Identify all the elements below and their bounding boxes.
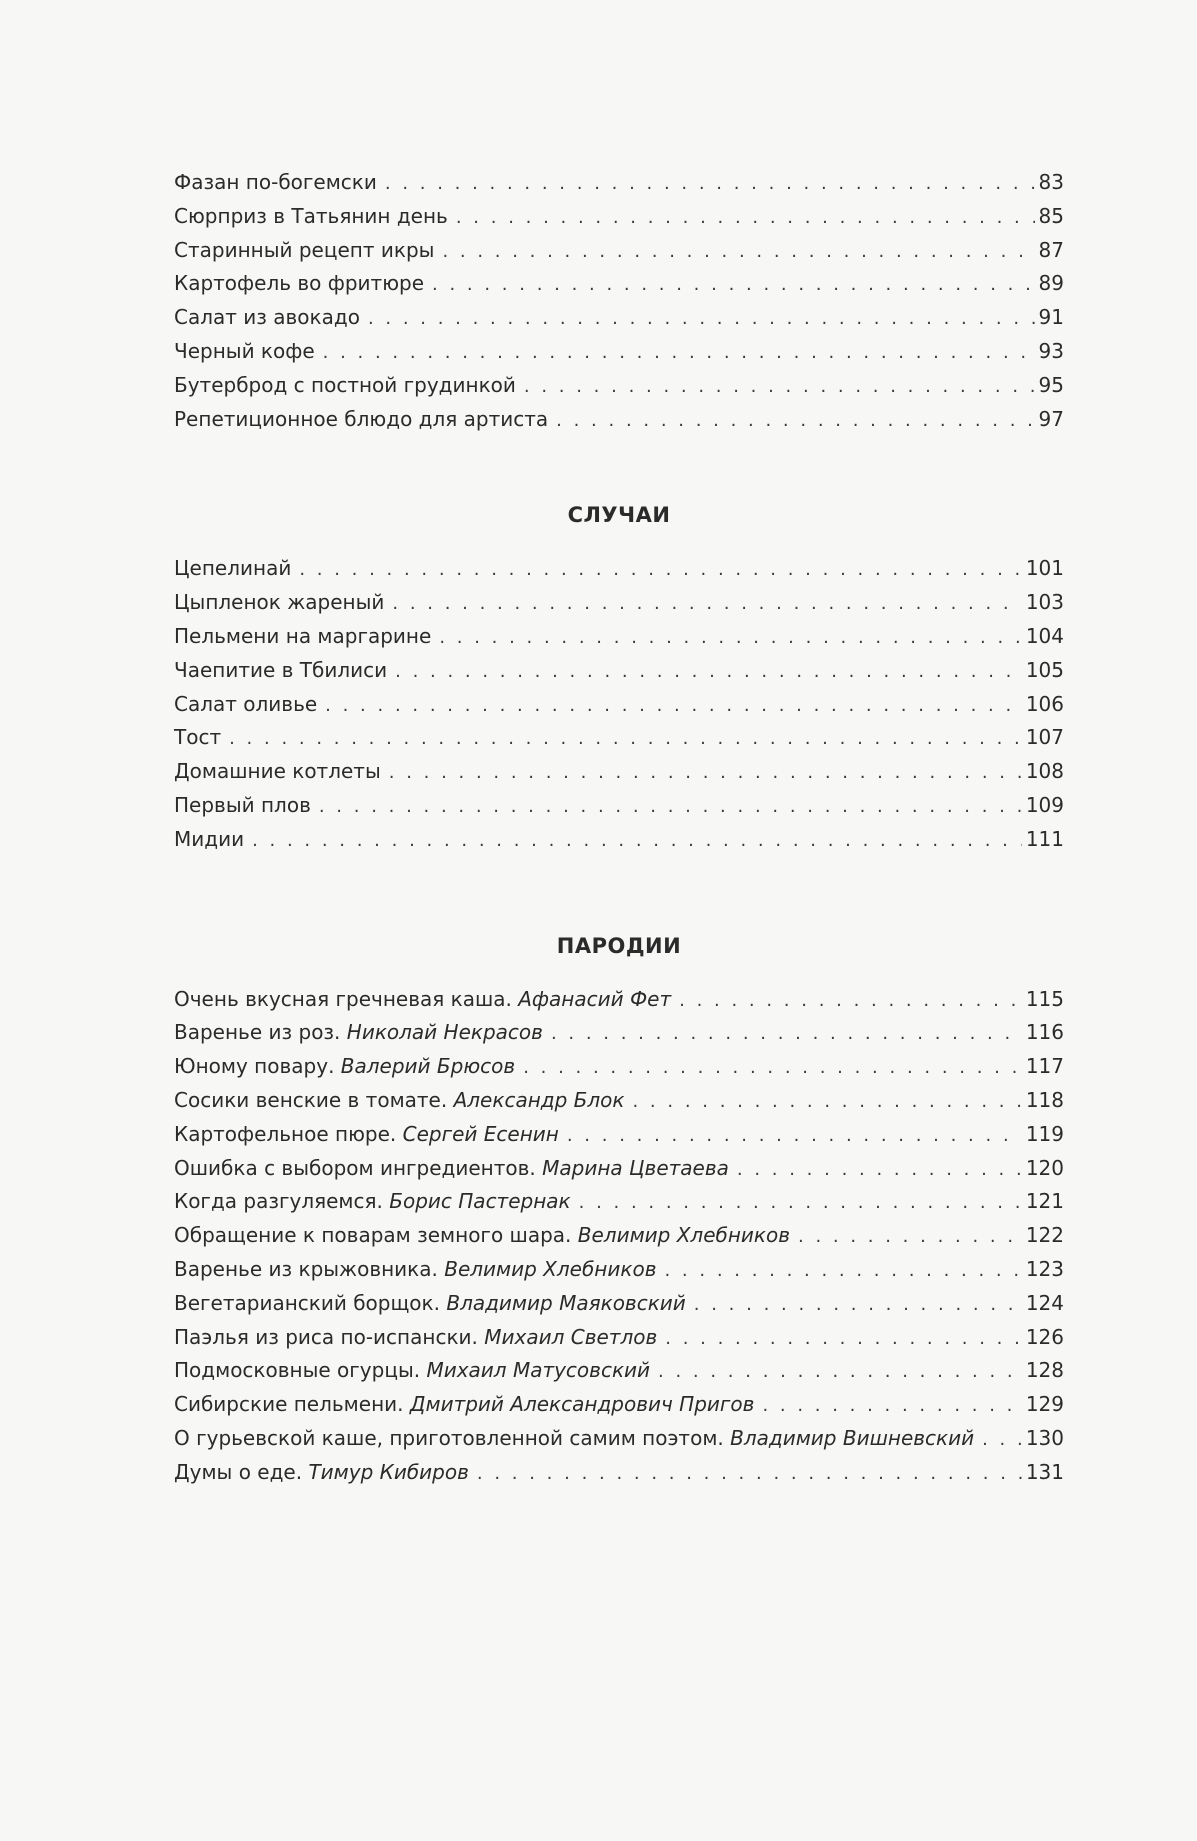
entry-title: Варенье из роз. [174, 1020, 347, 1045]
toc-entry[interactable] [174, 1152, 1064, 1186]
entry-page-number: 107 [1025, 725, 1064, 750]
dot-leader [694, 1288, 1022, 1322]
entry-title: Обращение к поварам земного шара. [174, 1223, 578, 1248]
entry-author: Александр Блок [453, 1087, 625, 1112]
entry-title: Старинный рецепт икры [174, 237, 435, 262]
dot-leader [385, 167, 1035, 201]
entry-title: Ошибка с выбором ингредиентов. [174, 1155, 543, 1180]
toc-entry[interactable] [174, 1185, 1064, 1219]
entry-title: Репетиционное блюдо для артиста [174, 406, 549, 431]
entry-page-number: 128 [1025, 1358, 1064, 1383]
toc-entry-list [174, 166, 1064, 436]
dot-leader [442, 235, 1034, 269]
dot-leader [762, 1389, 1021, 1423]
toc-entry[interactable] [174, 1253, 1064, 1287]
entry-author: Афанасий Фет [518, 986, 672, 1011]
entry-title: Очень вкусная гречневая каша. [174, 986, 519, 1011]
toc-entry-list [174, 552, 1064, 856]
entry-author: Сергей Есенин [402, 1121, 559, 1146]
entry-author: Михаил Светлов [484, 1324, 658, 1349]
entry-title: Сюрприз в Татьянин день [174, 203, 448, 228]
toc-section-continued [174, 166, 1064, 436]
entry-title: О гурьевской каше, приготовленной самим поэтом. [174, 1425, 731, 1450]
dot-leader [229, 722, 1022, 756]
toc-entry[interactable] [174, 234, 1064, 268]
entry-page-number: 126 [1025, 1324, 1064, 1349]
dot-leader [523, 1051, 1022, 1085]
toc-entry[interactable] [174, 688, 1064, 722]
entry-page-number: 93 [1038, 338, 1064, 363]
toc-entry[interactable] [174, 552, 1064, 586]
dot-leader [658, 1355, 1022, 1389]
dot-leader [389, 756, 1022, 790]
entry-title: Вегетарианский борщок. [174, 1290, 447, 1315]
dot-leader [524, 370, 1035, 404]
dot-leader [632, 1085, 1021, 1119]
section-title: ПАРОДИИ [556, 933, 682, 958]
entry-title: Домашние котлеты [174, 759, 381, 784]
toc-entry[interactable] [174, 983, 1064, 1017]
entry-page-number: 120 [1025, 1155, 1064, 1180]
entry-page-number: 109 [1025, 792, 1064, 817]
entry-page-number: 116 [1025, 1020, 1064, 1045]
entry-page-number: 83 [1038, 170, 1064, 194]
entry-title: Юному повару. [174, 1054, 341, 1079]
toc-entry[interactable] [174, 1354, 1064, 1388]
entry-title: Первый плов [174, 792, 311, 817]
toc-entry[interactable] [174, 369, 1064, 403]
entry-title: Фазан по-богемски [174, 170, 377, 194]
section-title: СЛУЧАИ [567, 503, 671, 528]
entry-author: Владимир Вишневский [730, 1425, 975, 1450]
toc-entry[interactable] [174, 586, 1064, 620]
table-of-contents [174, 166, 1064, 1490]
entry-author: Владимир Маяковский [446, 1290, 686, 1315]
toc-section-sluchai [174, 498, 1064, 856]
entry-title: Картофель во фритюре [174, 271, 425, 296]
toc-entry[interactable] [174, 721, 1064, 755]
dot-leader [432, 268, 1035, 302]
section-spacer [174, 436, 1064, 498]
entry-page-number: 121 [1025, 1189, 1064, 1214]
dot-leader [392, 587, 1021, 621]
toc-section-parodii [174, 929, 1064, 1490]
entry-title: Мидии [174, 826, 245, 851]
toc-entry[interactable] [174, 823, 1064, 857]
entry-title: Сибирские пельмени. [174, 1392, 410, 1417]
entry-page-number: 91 [1038, 305, 1064, 330]
entry-author: Валерий Брюсов [340, 1054, 516, 1079]
entry-page-number: 104 [1025, 623, 1064, 648]
toc-entry[interactable] [174, 1016, 1064, 1050]
entry-page-number: 118 [1025, 1087, 1064, 1112]
entry-page-number: 108 [1025, 759, 1064, 784]
dot-leader [982, 1423, 1022, 1457]
entry-page-number: 123 [1025, 1256, 1064, 1281]
entry-page-number: 124 [1025, 1290, 1064, 1315]
entry-page-number: 129 [1025, 1392, 1064, 1417]
dot-leader [798, 1220, 1022, 1254]
dot-leader [252, 824, 1022, 858]
entry-author: Марина Цветаева [542, 1155, 729, 1180]
toc-entry[interactable] [174, 789, 1064, 823]
entry-page-number: 97 [1038, 406, 1064, 431]
entry-page-number: 89 [1038, 271, 1064, 296]
dot-leader [665, 1322, 1022, 1356]
entry-title: Когда разгуляемся. [174, 1189, 390, 1214]
entry-author: Борис Пастернак [389, 1189, 571, 1214]
toc-entry[interactable] [174, 1118, 1064, 1152]
dot-leader [299, 553, 1021, 587]
dot-leader [579, 1186, 1022, 1220]
entry-author: Николай Некрасов [346, 1020, 543, 1045]
entry-page-number: 115 [1025, 986, 1064, 1011]
entry-title: Картофельное пюре. [174, 1121, 403, 1146]
dot-leader [395, 655, 1022, 689]
toc-entry[interactable] [174, 1219, 1064, 1253]
entry-page-number: 95 [1038, 372, 1064, 397]
toc-entry[interactable] [174, 755, 1064, 789]
toc-entry[interactable] [174, 620, 1064, 654]
entry-author: Велимир Хлебников [577, 1223, 791, 1248]
dot-leader [368, 302, 1035, 336]
entry-author: Михаил Матусовский [426, 1358, 651, 1383]
dot-leader [556, 404, 1034, 438]
toc-entry[interactable] [174, 1084, 1064, 1118]
toc-entry[interactable] [174, 200, 1064, 234]
entry-title: Чаепитие в Тбилиси [174, 657, 388, 682]
entry-page-number: 131 [1025, 1459, 1064, 1484]
dot-leader [679, 984, 1022, 1018]
entry-title: Подмосковные огурцы. [174, 1358, 427, 1383]
dot-leader [325, 689, 1022, 723]
dot-leader [551, 1017, 1022, 1051]
entry-page-number: 85 [1038, 203, 1064, 228]
toc-entry-list [174, 983, 1064, 1490]
entry-page-number: 119 [1025, 1121, 1064, 1146]
entry-page-number: 105 [1025, 657, 1064, 682]
title-spacer [174, 532, 1064, 552]
entry-title: Бутерброд с постной грудинкой [174, 372, 516, 397]
entry-page-number: 117 [1025, 1054, 1064, 1079]
entry-title: Тост [174, 725, 222, 750]
toc-entry[interactable] [174, 1287, 1064, 1321]
toc-entry[interactable] [174, 1388, 1064, 1422]
entry-page-number: 106 [1025, 691, 1064, 716]
entry-author: Велимир Хлебников [444, 1256, 657, 1281]
dot-leader [664, 1254, 1021, 1288]
entry-page-number: 111 [1025, 826, 1064, 851]
entry-title: Черный кофе [174, 338, 315, 363]
entry-title: Пельмени на маргарине [174, 623, 432, 648]
dot-leader [737, 1153, 1022, 1187]
toc-entry[interactable] [174, 403, 1064, 437]
entry-page-number: 87 [1038, 237, 1064, 262]
dot-leader [456, 201, 1035, 235]
toc-entry[interactable] [174, 335, 1064, 369]
dot-leader [567, 1119, 1022, 1153]
entry-author: Дмитрий Александрович Пригов [409, 1392, 755, 1417]
entry-author: Тимур Кибиров [308, 1459, 469, 1484]
dot-leader [477, 1457, 1022, 1491]
entry-title: Цепелинай [174, 556, 292, 581]
dot-leader [323, 336, 1035, 370]
entry-page-number: 122 [1025, 1223, 1064, 1248]
toc-entry[interactable] [174, 166, 1064, 200]
entry-title: Паэлья из риса по-испански. [174, 1324, 485, 1349]
toc-entry[interactable] [174, 1050, 1064, 1084]
entry-title: Цыпленок жареный [174, 590, 385, 615]
title-spacer [174, 963, 1064, 983]
entry-page-number: 130 [1025, 1425, 1064, 1450]
dot-leader [439, 621, 1022, 655]
entry-title: Салат из авокадо [174, 305, 360, 330]
toc-entry[interactable] [174, 654, 1064, 688]
dot-leader [319, 790, 1022, 824]
entry-page-number: 101 [1025, 556, 1064, 581]
entry-title: Варенье из крыжовника. [174, 1256, 445, 1281]
toc-entry[interactable] [174, 267, 1064, 301]
entry-title: Салат оливье [174, 691, 318, 716]
toc-entry[interactable] [174, 301, 1064, 335]
toc-entry[interactable] [174, 1456, 1064, 1490]
entry-title: Думы о еде. [174, 1459, 309, 1484]
toc-entry[interactable] [174, 1422, 1064, 1456]
section-spacer [174, 857, 1064, 929]
entry-page-number: 103 [1025, 590, 1064, 615]
entry-title: Сосики венские в томате. [174, 1087, 454, 1112]
toc-entry[interactable] [174, 1321, 1064, 1355]
